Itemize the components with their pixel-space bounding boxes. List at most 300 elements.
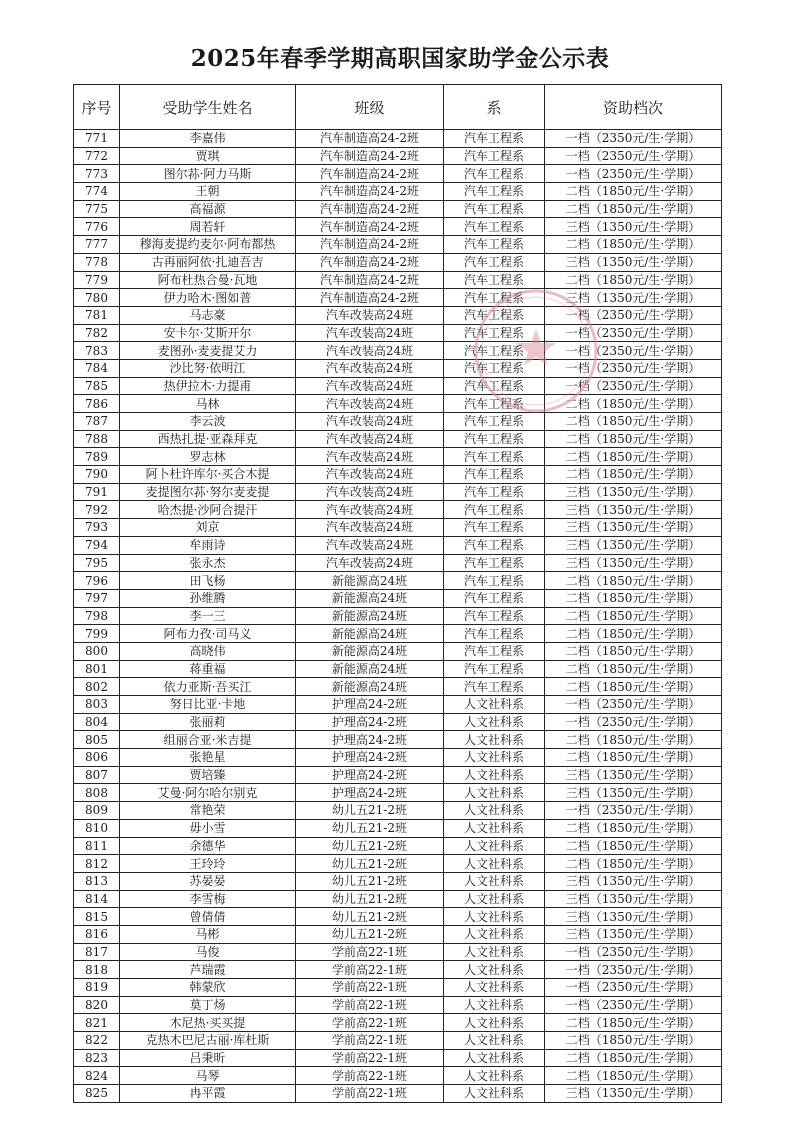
cell-seq: 779 [74,271,120,289]
cell-department: 汽车工程系 [444,501,545,519]
cell-seq: 824 [74,1067,120,1085]
cell-grant-level: 二档（1850元/生·学期） [545,430,722,448]
cell-department: 人文社科系 [444,1049,545,1067]
cell-student-name: 常艳荣 [120,802,296,820]
cell-student-name: 韩蒙欣 [120,979,296,997]
cell-department: 人文社科系 [444,1032,545,1050]
cell-department: 汽车工程系 [444,519,545,537]
cell-department: 人文社科系 [444,731,545,749]
table-row [74,536,722,554]
table-row [74,961,722,979]
cell-seq: 791 [74,483,120,501]
cell-department: 汽车工程系 [444,430,545,448]
cell-department: 汽车工程系 [444,324,545,342]
table-row [74,1032,722,1050]
cell-class: 汽车改装高24班 [296,536,444,554]
cell-class: 幼儿五21-2班 [296,908,444,926]
table-row [74,908,722,926]
cell-class: 汽车制造高24-2班 [296,271,444,289]
cell-class: 幼儿五21-2班 [296,890,444,908]
cell-class: 汽车改装高24班 [296,359,444,377]
cell-department: 人文社科系 [444,1014,545,1032]
cell-seq: 776 [74,218,120,236]
cell-class: 学前高22-1班 [296,961,444,979]
table-row [74,625,722,643]
cell-grant-level: 三档（1350元/生·学期） [545,483,722,501]
cell-department: 人文社科系 [444,1085,545,1103]
cell-grant-level: 三档（1350元/生·学期） [545,536,722,554]
table-row [74,359,722,377]
cell-department: 汽车工程系 [444,165,545,183]
cell-seq: 794 [74,536,120,554]
cell-class: 幼儿五21-2班 [296,837,444,855]
cell-student-name: 张丽莉 [120,713,296,731]
table-row [74,501,722,519]
cell-class: 护理高24-2班 [296,766,444,784]
table-row [74,589,722,607]
cell-department: 汽车工程系 [444,413,545,431]
cell-seq: 801 [74,660,120,678]
cell-seq: 785 [74,377,120,395]
cell-grant-level: 二档（1850元/生·学期） [545,1014,722,1032]
table-row [74,1085,722,1103]
table-row [74,872,722,890]
cell-department: 汽车工程系 [444,678,545,696]
cell-grant-level: 二档（1850元/生·学期） [545,749,722,767]
cell-student-name: 毋小雪 [120,819,296,837]
cell-class: 汽车制造高24-2班 [296,289,444,307]
table-row [74,678,722,696]
cell-seq: 821 [74,1014,120,1032]
table-row [74,784,722,802]
cell-class: 汽车改装高24班 [296,413,444,431]
cell-seq: 825 [74,1085,120,1103]
cell-seq: 822 [74,1032,120,1050]
cell-seq: 815 [74,908,120,926]
cell-seq: 803 [74,696,120,714]
table-row [74,430,722,448]
page-title: 2025年春季学期高职国家助学金公示表 [190,45,610,72]
cell-grant-level: 三档（1350元/生·学期） [545,872,722,890]
cell-class: 学前高22-1班 [296,1032,444,1050]
cell-student-name: 组丽合亚·米吉提 [120,731,296,749]
cell-class: 学前高22-1班 [296,979,444,997]
table-row [74,377,722,395]
cell-student-name: 安卡尔·艾斯开尔 [120,324,296,342]
cell-grant-level: 三档（1350元/生·学期） [545,253,722,271]
cell-class: 新能源高24班 [296,660,444,678]
cell-class: 汽车改装高24班 [296,306,444,324]
cell-grant-level: 一档（2350元/生·学期） [545,342,722,360]
cell-department: 汽车工程系 [444,183,545,201]
cell-department: 汽车工程系 [444,218,545,236]
cell-student-name: 张艳星 [120,749,296,767]
header-seq: 序号 [74,85,120,130]
cell-grant-level: 二档（1850元/生·学期） [545,1032,722,1050]
cell-grant-level: 一档（2350元/生·学期） [545,165,722,183]
cell-student-name: 罗志林 [120,448,296,466]
cell-seq: 775 [74,200,120,218]
table-row [74,466,722,484]
cell-student-name: 田飞杨 [120,572,296,590]
cell-grant-level: 三档（1350元/生·学期） [545,908,722,926]
cell-class: 幼儿五21-2班 [296,819,444,837]
cell-grant-level: 一档（2350元/生·学期） [545,996,722,1014]
cell-seq: 813 [74,872,120,890]
table-row [74,448,722,466]
cell-student-name: 苏晏晏 [120,872,296,890]
table-row [74,253,722,271]
header-student-name: 受助学生姓名 [120,85,296,130]
cell-grant-level: 二档（1850元/生·学期） [545,855,722,873]
cell-class: 新能源高24班 [296,589,444,607]
cell-class: 汽车改装高24班 [296,395,444,413]
cell-grant-level: 三档（1350元/生·学期） [545,890,722,908]
cell-department: 人文社科系 [444,855,545,873]
cell-grant-level: 二档（1850元/生·学期） [545,819,722,837]
table-row [74,271,722,289]
cell-seq: 798 [74,607,120,625]
cell-seq: 799 [74,625,120,643]
cell-class: 汽车制造高24-2班 [296,147,444,165]
cell-class: 汽车改装高24班 [296,377,444,395]
cell-grant-level: 三档（1350元/生·学期） [545,925,722,943]
cell-class: 汽车改装高24班 [296,466,444,484]
table-body [74,130,722,1103]
table-row [74,1014,722,1032]
table-row [74,183,722,201]
cell-grant-level: 一档（2350元/生·学期） [545,147,722,165]
cell-grant-level: 一档（2350元/生·学期） [545,961,722,979]
cell-student-name: 李一三 [120,607,296,625]
cell-grant-level: 一档（2350元/生·学期） [545,802,722,820]
cell-grant-level: 二档（1850元/生·学期） [545,660,722,678]
cell-student-name: 王玲玲 [120,855,296,873]
cell-seq: 816 [74,925,120,943]
cell-class: 新能源高24班 [296,572,444,590]
cell-department: 汽车工程系 [444,554,545,572]
cell-class: 新能源高24班 [296,625,444,643]
cell-class: 汽车制造高24-2班 [296,253,444,271]
cell-student-name: 努日比亚·卡地 [120,696,296,714]
cell-student-name: 木尼热·买买提 [120,1014,296,1032]
cell-student-name: 李嘉伟 [120,130,296,148]
cell-grant-level: 二档（1850元/生·学期） [545,1067,722,1085]
cell-seq: 823 [74,1049,120,1067]
cell-class: 护理高24-2班 [296,749,444,767]
cell-student-name: 艾曼·阿尔哈尔别克 [120,784,296,802]
cell-grant-level: 二档（1850元/生·学期） [545,236,722,254]
table-row [74,147,722,165]
cell-grant-level: 二档（1850元/生·学期） [545,466,722,484]
cell-class: 汽车改装高24班 [296,430,444,448]
cell-class: 汽车改装高24班 [296,342,444,360]
cell-seq: 784 [74,359,120,377]
cell-class: 护理高24-2班 [296,696,444,714]
table-row [74,607,722,625]
cell-seq: 782 [74,324,120,342]
cell-grant-level: 二档（1850元/生·学期） [545,642,722,660]
cell-department: 人文社科系 [444,961,545,979]
cell-student-name: 哈杰提·沙阿合提汗 [120,501,296,519]
cell-student-name: 贾培臻 [120,766,296,784]
table-row [74,395,722,413]
cell-seq: 812 [74,855,120,873]
cell-seq: 783 [74,342,120,360]
cell-department: 人文社科系 [444,766,545,784]
cell-department: 人文社科系 [444,1067,545,1085]
cell-grant-level: 二档（1850元/生·学期） [545,271,722,289]
cell-student-name: 麦提图尔荪·努尔麦麦提 [120,483,296,501]
cell-student-name: 马志豪 [120,306,296,324]
cell-seq: 788 [74,430,120,448]
cell-grant-level: 三档（1350元/生·学期） [545,501,722,519]
cell-department: 人文社科系 [444,925,545,943]
cell-class: 幼儿五21-2班 [296,872,444,890]
cell-grant-level: 三档（1350元/生·学期） [545,554,722,572]
cell-grant-level: 二档（1850元/生·学期） [545,625,722,643]
cell-class: 护理高24-2班 [296,713,444,731]
table-row [74,218,722,236]
table-row [74,324,722,342]
cell-department: 人文社科系 [444,872,545,890]
cell-grant-level: 一档（2350元/生·学期） [545,377,722,395]
cell-class: 学前高22-1班 [296,1049,444,1067]
cell-grant-level: 三档（1350元/生·学期） [545,289,722,307]
header-department: 系 [444,85,545,130]
cell-department: 人文社科系 [444,979,545,997]
cell-class: 新能源高24班 [296,607,444,625]
cell-class: 汽车制造高24-2班 [296,200,444,218]
cell-student-name: 高福源 [120,200,296,218]
cell-class: 新能源高24班 [296,642,444,660]
cell-student-name: 马琴 [120,1067,296,1085]
cell-grant-level: 二档（1850元/生·学期） [545,200,722,218]
cell-department: 汽车工程系 [444,642,545,660]
cell-grant-level: 三档（1350元/生·学期） [545,784,722,802]
cell-student-name: 图尔荪·阿力马斯 [120,165,296,183]
table-row [74,943,722,961]
cell-class: 汽车制造高24-2班 [296,236,444,254]
cell-grant-level: 二档（1850元/生·学期） [545,395,722,413]
header-class: 班级 [296,85,444,130]
cell-student-name: 高晓伟 [120,642,296,660]
cell-seq: 778 [74,253,120,271]
cell-grant-level: 二档（1850元/生·学期） [545,607,722,625]
table-row [74,855,722,873]
cell-seq: 795 [74,554,120,572]
official-seal-stamp [470,285,602,417]
cell-seq: 772 [74,147,120,165]
table-row [74,890,722,908]
cell-student-name: 阿布杜热合曼·瓦地 [120,271,296,289]
cell-grant-level: 一档（2350元/生·学期） [545,324,722,342]
cell-class: 汽车制造高24-2班 [296,130,444,148]
cell-student-name: 阿布力孜·司马义 [120,625,296,643]
cell-seq: 800 [74,642,120,660]
cell-seq: 814 [74,890,120,908]
cell-class: 汽车制造高24-2班 [296,218,444,236]
cell-seq: 820 [74,996,120,1014]
table-row [74,554,722,572]
cell-department: 汽车工程系 [444,271,545,289]
table-row [74,306,722,324]
cell-student-name: 莫丁炀 [120,996,296,1014]
cell-department: 汽车工程系 [444,289,545,307]
cell-student-name: 王朝 [120,183,296,201]
cell-grant-level: 一档（2350元/生·学期） [545,979,722,997]
cell-grant-level: 一档（2350元/生·学期） [545,306,722,324]
cell-student-name: 克热木巴尼古丽·库杜斯 [120,1032,296,1050]
table-row [74,819,722,837]
table-row [74,996,722,1014]
cell-seq: 817 [74,943,120,961]
cell-department: 汽车工程系 [444,306,545,324]
cell-grant-level: 二档（1850元/生·学期） [545,448,722,466]
cell-seq: 802 [74,678,120,696]
cell-grant-level: 一档（2350元/生·学期） [545,713,722,731]
cell-student-name: 余德华 [120,837,296,855]
cell-student-name: 曾倩倩 [120,908,296,926]
cell-department: 汽车工程系 [444,448,545,466]
cell-seq: 786 [74,395,120,413]
table-row [74,731,722,749]
cell-seq: 796 [74,572,120,590]
cell-class: 学前高22-1班 [296,996,444,1014]
cell-student-name: 芦瑞霞 [120,961,296,979]
cell-class: 幼儿五21-2班 [296,925,444,943]
cell-class: 学前高22-1班 [296,1067,444,1085]
cell-grant-level: 三档（1350元/生·学期） [545,1085,722,1103]
cell-seq: 819 [74,979,120,997]
cell-department: 汽车工程系 [444,130,545,148]
cell-class: 学前高22-1班 [296,1085,444,1103]
cell-student-name: 李云波 [120,413,296,431]
cell-class: 汽车改装高24班 [296,448,444,466]
table-row [74,519,722,537]
cell-seq: 790 [74,466,120,484]
table-row [74,165,722,183]
cell-seq: 810 [74,819,120,837]
table-row [74,572,722,590]
cell-seq: 818 [74,961,120,979]
table-row [74,342,722,360]
cell-student-name: 蒋重福 [120,660,296,678]
table-row [74,749,722,767]
cell-seq: 797 [74,589,120,607]
cell-student-name: 阿卜杜许库尔·买合木提 [120,466,296,484]
cell-class: 学前高22-1班 [296,1014,444,1032]
cell-seq: 793 [74,519,120,537]
cell-seq: 781 [74,306,120,324]
cell-class: 幼儿五21-2班 [296,802,444,820]
table-row [74,925,722,943]
cell-department: 人文社科系 [444,713,545,731]
table-row [74,289,722,307]
cell-department: 人文社科系 [444,837,545,855]
cell-department: 人文社科系 [444,784,545,802]
cell-department: 人文社科系 [444,819,545,837]
cell-grant-level: 二档（1850元/生·学期） [545,837,722,855]
cell-seq: 787 [74,413,120,431]
cell-grant-level: 二档（1850元/生·学期） [545,183,722,201]
cell-department: 汽车工程系 [444,589,545,607]
cell-class: 幼儿五21-2班 [296,855,444,873]
cell-grant-level: 三档（1350元/生·学期） [545,519,722,537]
table-row [74,660,722,678]
cell-student-name: 沙比努·依明江 [120,359,296,377]
cell-grant-level: 二档（1850元/生·学期） [545,572,722,590]
table-row [74,236,722,254]
cell-seq: 811 [74,837,120,855]
table-row [74,1049,722,1067]
cell-grant-level: 二档（1850元/生·学期） [545,413,722,431]
cell-student-name: 牟雨诗 [120,536,296,554]
cell-grant-level: 二档（1850元/生·学期） [545,731,722,749]
cell-seq: 809 [74,802,120,820]
cell-class: 新能源高24班 [296,678,444,696]
cell-class: 护理高24-2班 [296,731,444,749]
cell-seq: 804 [74,713,120,731]
cell-department: 人文社科系 [444,890,545,908]
table-row [74,979,722,997]
cell-student-name: 李雪梅 [120,890,296,908]
cell-student-name: 伊力哈木·图如普 [120,289,296,307]
cell-department: 汽车工程系 [444,253,545,271]
cell-grant-level: 二档（1850元/生·学期） [545,589,722,607]
cell-department: 汽车工程系 [444,342,545,360]
cell-grant-level: 一档（2350元/生·学期） [545,359,722,377]
cell-seq: 774 [74,183,120,201]
cell-student-name: 冉平霞 [120,1085,296,1103]
cell-grant-level: 三档（1350元/生·学期） [545,218,722,236]
cell-grant-level: 二档（1850元/生·学期） [545,1049,722,1067]
cell-student-name: 西热扎提·亚森拜克 [120,430,296,448]
table-row [74,766,722,784]
cell-seq: 777 [74,236,120,254]
cell-department: 汽车工程系 [444,359,545,377]
cell-student-name: 马林 [120,395,296,413]
cell-department: 汽车工程系 [444,536,545,554]
cell-department: 汽车工程系 [444,466,545,484]
cell-class: 学前高22-1班 [296,943,444,961]
cell-class: 汽车改装高24班 [296,501,444,519]
table-header-row [74,85,722,130]
cell-student-name: 吕秉昕 [120,1049,296,1067]
cell-class: 汽车改装高24班 [296,324,444,342]
cell-student-name: 张永杰 [120,554,296,572]
cell-class: 汽车改装高24班 [296,519,444,537]
cell-department: 汽车工程系 [444,483,545,501]
cell-student-name: 依力亚斯·吾买江 [120,678,296,696]
cell-seq: 773 [74,165,120,183]
cell-student-name: 麦图孙·麦麦提艾力 [120,342,296,360]
cell-student-name: 周若轩 [120,218,296,236]
table-row [74,413,722,431]
cell-department: 汽车工程系 [444,395,545,413]
cell-seq: 806 [74,749,120,767]
cell-department: 人文社科系 [444,802,545,820]
cell-class: 汽车制造高24-2班 [296,183,444,201]
table-row [74,696,722,714]
cell-department: 汽车工程系 [444,200,545,218]
cell-seq: 807 [74,766,120,784]
cell-student-name: 马俊 [120,943,296,961]
cell-class: 护理高24-2班 [296,784,444,802]
cell-seq: 789 [74,448,120,466]
cell-student-name: 贾琪 [120,147,296,165]
cell-student-name: 古再丽阿依·扎迪吾吉 [120,253,296,271]
